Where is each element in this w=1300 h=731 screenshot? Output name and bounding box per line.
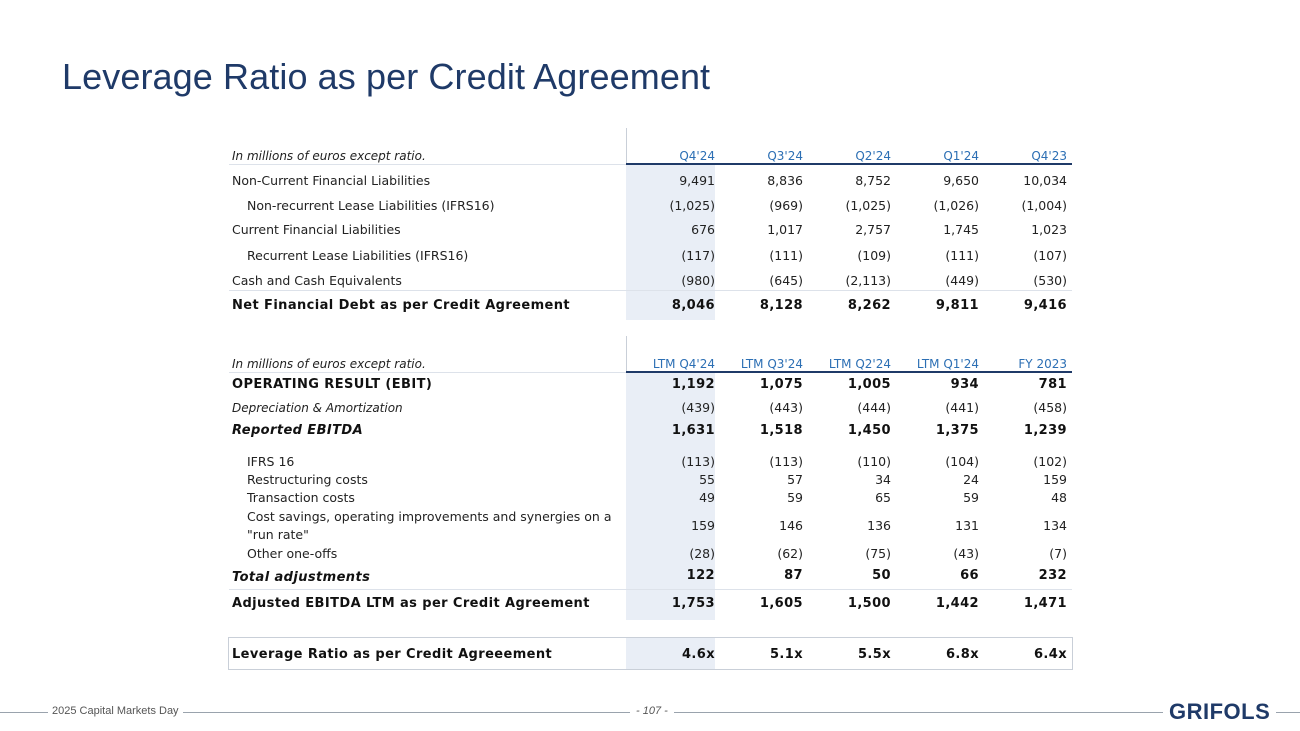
cell: (645) xyxy=(769,273,803,288)
leverage-label: Leverage Ratio as per Credit Agreeement xyxy=(232,647,553,662)
cell: (104) xyxy=(945,454,979,469)
cell: 1,631 xyxy=(671,423,715,438)
cell: 134 xyxy=(1043,518,1067,533)
row-label: Cost savings, operating improvements and synergies on a "run rate" xyxy=(247,509,612,542)
header-underline xyxy=(626,163,1072,165)
cell: 8,262 xyxy=(847,298,891,313)
row-separator xyxy=(229,372,626,373)
cell: 6.8x xyxy=(945,647,979,662)
column-header: Q4'23 xyxy=(1031,149,1067,163)
cell: 1,450 xyxy=(847,423,891,438)
table1-caption: In millions of euros except ratio. xyxy=(232,149,426,163)
cell: 159 xyxy=(1043,472,1067,487)
cell: 4.6x xyxy=(681,647,715,662)
cell: 1,375 xyxy=(935,423,979,438)
cell: 781 xyxy=(1038,377,1067,392)
footer-event-name: 2025 Capital Markets Day xyxy=(48,705,183,717)
cell: (43) xyxy=(953,546,979,561)
cell: 59 xyxy=(787,490,803,505)
cell: (107) xyxy=(1033,248,1067,263)
cell: 6.4x xyxy=(1033,647,1067,662)
cell: (449) xyxy=(945,273,979,288)
cell: 146 xyxy=(779,518,803,533)
column-header: Q1'24 xyxy=(943,149,979,163)
cell: (7) xyxy=(1049,546,1067,561)
column-header: LTM Q1'24 xyxy=(916,357,979,371)
cell: (444) xyxy=(857,400,891,415)
row-label: Other one-offs xyxy=(247,546,338,561)
cell: (102) xyxy=(1033,454,1067,469)
cell: (111) xyxy=(769,248,803,263)
cell: 1,239 xyxy=(1023,423,1067,438)
cell: (1,004) xyxy=(1021,198,1067,213)
row-label: Total adjustments xyxy=(232,570,371,585)
cell: (439) xyxy=(681,400,715,415)
cell: 1,442 xyxy=(935,596,979,611)
row-label: Current Financial Liabilities xyxy=(232,222,401,237)
cell: (1,025) xyxy=(845,198,891,213)
row-label: Non-recurrent Lease Liabilities (IFRS16) xyxy=(247,198,495,213)
cell: 1,753 xyxy=(671,596,715,611)
cell: (109) xyxy=(857,248,891,263)
cell: 2,757 xyxy=(855,222,891,237)
cell: 136 xyxy=(867,518,891,533)
row-label: Transaction costs xyxy=(247,490,355,505)
brand-logo: GRIFOLS xyxy=(1163,699,1276,725)
cell: 8,128 xyxy=(759,298,803,313)
row-separator xyxy=(229,290,1072,291)
row-label: Restructuring costs xyxy=(247,472,368,487)
cell: (458) xyxy=(1033,400,1067,415)
cell: 9,650 xyxy=(943,173,979,188)
cell: 1,745 xyxy=(943,222,979,237)
cell: 9,811 xyxy=(935,298,979,313)
cell: 5.5x xyxy=(857,647,891,662)
cell: 5.1x xyxy=(769,647,803,662)
cell: (62) xyxy=(777,546,803,561)
cell: 59 xyxy=(963,490,979,505)
cell: 122 xyxy=(686,568,715,583)
cell: (2,113) xyxy=(845,273,891,288)
header-underline xyxy=(626,371,1072,373)
cell: (113) xyxy=(769,454,803,469)
row-label: OPERATING RESULT (EBIT) xyxy=(232,377,433,392)
column-header: Q4'24 xyxy=(679,149,715,163)
cell: 48 xyxy=(1051,490,1067,505)
column-header: FY 2023 xyxy=(1018,357,1067,371)
row-label: Reported EBITDA xyxy=(232,423,364,438)
row-label: Depreciation & Amortization xyxy=(232,401,403,415)
row-label: IFRS 16 xyxy=(247,454,295,469)
cell: 1,075 xyxy=(759,377,803,392)
cell: 24 xyxy=(963,472,979,487)
cell: (111) xyxy=(945,248,979,263)
cell: (117) xyxy=(681,248,715,263)
cell: 232 xyxy=(1038,568,1067,583)
cell: (980) xyxy=(681,273,715,288)
row-separator xyxy=(229,164,626,165)
cell: 1,500 xyxy=(847,596,891,611)
cell: 8,046 xyxy=(671,298,715,313)
cell: 159 xyxy=(691,518,715,533)
row-label: Recurrent Lease Liabilities (IFRS16) xyxy=(247,248,469,263)
cell: 87 xyxy=(784,568,803,583)
cell: 1,023 xyxy=(1031,222,1067,237)
cell: 65 xyxy=(875,490,891,505)
cell: 934 xyxy=(950,377,979,392)
cell: 66 xyxy=(960,568,979,583)
row-label: Net Financial Debt as per Credit Agreement xyxy=(232,298,571,313)
cell: 1,605 xyxy=(759,596,803,611)
cell: (113) xyxy=(681,454,715,469)
cell: 9,416 xyxy=(1023,298,1067,313)
cell: (530) xyxy=(1033,273,1067,288)
row-label: Cash and Cash Equivalents xyxy=(232,273,402,288)
column-header: LTM Q4'24 xyxy=(652,357,715,371)
cell: 676 xyxy=(691,222,715,237)
cell: 57 xyxy=(787,472,803,487)
column-header: Q3'24 xyxy=(767,149,803,163)
cell: (75) xyxy=(865,546,891,561)
cell: (443) xyxy=(769,400,803,415)
row-separator xyxy=(229,589,1072,590)
cell: 1,518 xyxy=(759,423,803,438)
cell: 9,491 xyxy=(679,173,715,188)
cell: 1,471 xyxy=(1023,596,1067,611)
cell: (28) xyxy=(689,546,715,561)
cell: 50 xyxy=(872,568,891,583)
cell: (441) xyxy=(945,400,979,415)
cell: (969) xyxy=(769,198,803,213)
column-header: LTM Q2'24 xyxy=(828,357,891,371)
cell: 55 xyxy=(699,472,715,487)
cell: (1,025) xyxy=(669,198,715,213)
cell: 10,034 xyxy=(1023,173,1067,188)
page-title: Leverage Ratio as per Credit Agreement xyxy=(62,56,711,97)
column-header: Q2'24 xyxy=(855,149,891,163)
row-label: Non-Current Financial Liabilities xyxy=(232,173,431,188)
cell: 8,752 xyxy=(855,173,891,188)
cell: 1,017 xyxy=(767,222,803,237)
cell: 131 xyxy=(955,518,979,533)
cell: 1,005 xyxy=(847,377,891,392)
cell: 1,192 xyxy=(671,377,715,392)
column-header: LTM Q3'24 xyxy=(740,357,803,371)
cell: (110) xyxy=(857,454,891,469)
cell: 34 xyxy=(875,472,891,487)
row-label: Adjusted EBITDA LTM as per Credit Agreement xyxy=(232,596,590,611)
cell: (1,026) xyxy=(933,198,979,213)
cell: 49 xyxy=(699,490,715,505)
cell: 8,836 xyxy=(767,173,803,188)
page-number: - 107 - xyxy=(630,705,674,717)
table2-caption: In millions of euros except ratio. xyxy=(232,357,426,371)
